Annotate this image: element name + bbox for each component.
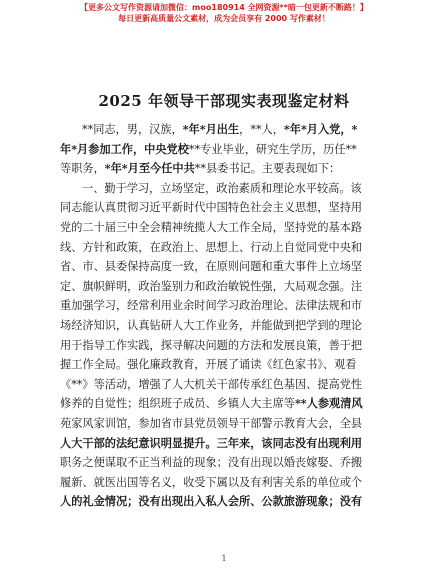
bold-text-run: **人参观清风: [294, 396, 363, 411]
text-line: [60, 414, 388, 434]
text-run: ，**人，: [239, 123, 284, 136]
document-body: [60, 120, 388, 512]
promo-banner-line-1: 【更多公文写作资源请加微信：moo180914 全网资源**暗一包更新不断路！】: [80, 3, 368, 12]
text-run: 职务之便谋取不正当利益的现象；没有出现以婚丧嫁娶、乔搬: [60, 456, 363, 470]
text-run: 苑家风家训馆，参加省市县党员领导干部警示教育大会，全县: [60, 416, 363, 430]
text-run: 修养的自觉性；组织班子成员、乡镇人大主席等: [60, 397, 295, 411]
text-line: [60, 453, 388, 473]
text-line: [60, 473, 388, 493]
bold-text-run: *年*月至今任中共: [104, 161, 195, 176]
text-run: **专业毕业，研究生学历，历任**: [188, 142, 357, 156]
text-line: [60, 375, 388, 395]
text-run: 省、市、县委保持高度一致，在原则问题和重大事件上立场坚: [60, 260, 363, 274]
text-line: [60, 238, 388, 258]
text-line: [60, 355, 388, 375]
bold-text-run: 人大干部的法纪意识明显提升。三年来，该同志没有出现利用: [60, 435, 363, 450]
text-line: [60, 140, 388, 160]
text-line: [60, 336, 388, 356]
promo-banner-line-2: 每日更新高质量公文素材，成为会员享有 2000 写作素材！: [118, 14, 330, 23]
text-line: [60, 316, 388, 336]
bold-text-run: 年*月参加工作，中央党校: [60, 141, 189, 156]
text-line: [60, 277, 388, 297]
text-run: 线、方针和政策，在政治上、思想上、行动上自觉同党中央和: [60, 240, 363, 254]
text-run: 党的二十届三中全会精神统揽人大工作全局，坚持党的基本路: [60, 220, 363, 234]
text-line: [60, 394, 388, 414]
text-run: **同志，男，汉族，: [82, 123, 183, 136]
text-run: 定、旗帜鲜明，政治鉴别力和政治敏锐性强，大局观念强。注: [60, 279, 363, 293]
page-number: 1: [221, 554, 227, 563]
text-line: [60, 492, 388, 512]
promo-banner: [0, 2, 448, 24]
text-run: 《**》等活动，增强了人大机关干部传承红色基因、提高党性: [60, 377, 363, 391]
text-run: 重加强学习，经常利用业余时间学习政治理论、法律法规和市: [60, 299, 363, 313]
text-run: 用于指导工作实践，探寻解决问题的方法和发展良策，善于把: [60, 338, 363, 352]
text-run: 一、勤于学习，立场坚定，政治素质和理论水平较高。该: [82, 181, 362, 195]
bold-text-run: *年*月入党，*: [283, 122, 358, 136]
text-line: [60, 218, 388, 238]
bold-text-run: 人的礼金情况；没有出现出入私人会所、公款旅游现象；没有: [60, 494, 363, 509]
text-run: 等职务，: [60, 162, 105, 176]
text-line: [60, 159, 388, 179]
text-run: 场经济知识，认真钻研人大工作业务，并能做到把学到的理论: [60, 318, 363, 332]
text-line: [60, 120, 388, 140]
text-run: **县委书记。主要表现如下：: [194, 162, 341, 176]
document-title: 2025 年领导干部现实表现鉴定材料: [98, 92, 350, 110]
text-run: 同志能认真贯彻习近平新时代中国特色社会主义思想，坚持用: [60, 201, 363, 215]
text-line: [60, 257, 388, 277]
text-line: [60, 198, 388, 218]
bold-text-run: *年*月出生: [182, 122, 240, 136]
text-run: 握工作全局。强化廉政教育，开展了诵读《红色家书》、观看: [60, 358, 357, 372]
text-line: [60, 179, 388, 199]
text-line: [60, 296, 388, 316]
text-run: 履新、就医出国等名义，收受下属以及有利害关系的单位或个: [60, 475, 363, 489]
text-line: [60, 434, 388, 454]
